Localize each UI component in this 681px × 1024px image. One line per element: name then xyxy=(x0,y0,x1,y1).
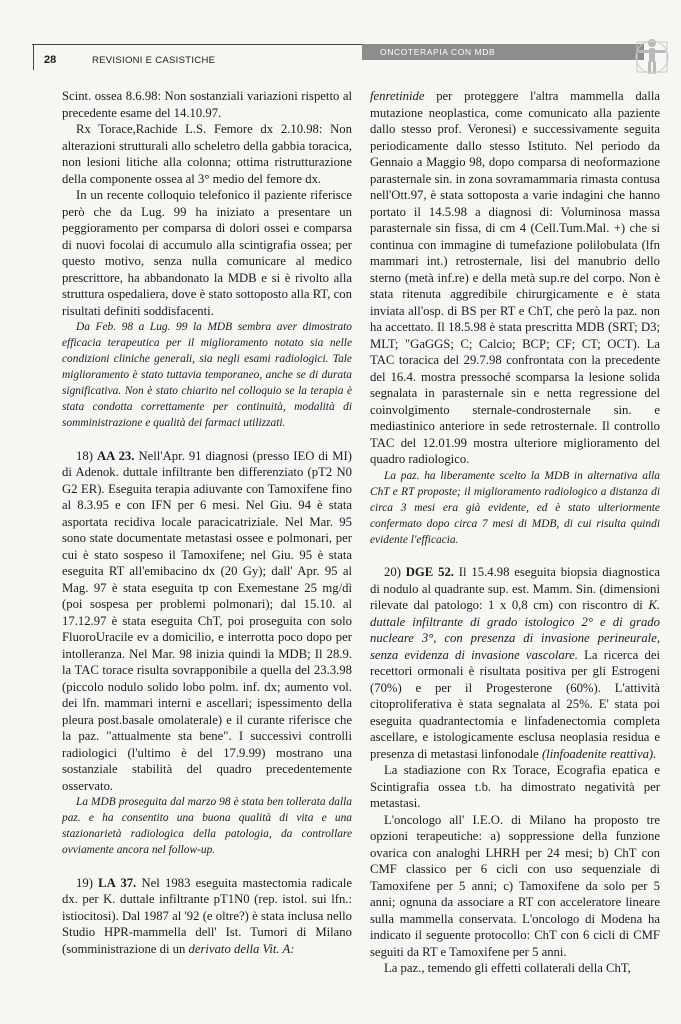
journal-band-label: ONCOTERAPIA CON MDB xyxy=(380,47,496,57)
case-text: per proteggere l'altra mammella dalla mutazione neoplastica, come comunicato alla paziente dallo stesso prof. Veronesi) e successivamente seguita periodicamente dallo stesso Istituto. Nel periodo da Gennaio a Maggio 98, dopo comparsa di neoformazione parasternale sin. in zona sovramammaria rimasta contusa nell'Ott.97, è stata sottoposta a varie indagini che hanno portato il 14.5.98 a diagnosi di: Voluminosa massa parasternale sin fissa, di cm 4 (Cell.Tum.Mal. +) che si continua con immagine di tumefazione polilobulata (lfn mammari int.) retrosternale, lisi del manubrio dello sterno (metà inf.re) e della metà sup.re del corpo. Non è stata ritenuta aggredibile chirurgicamente e è stata inviata all'osp. di BS per RT e ChT, che però la paz. non ha accettato. Il 18.5.98 è stata prescritta MDB (SRT; D3; MLT; "GaGGS; C; Calcio; BCP; CF; CT; OCT). La TAC toracica del 29.7.98 confrontata con la precedente del 16.4. mostra pressoché scomparsa la lesione solida segnalata in parasternale sin e netta regressione del coinvolgimento sternale-condrosternale sin. e mediastinico anteriore in sede retrosternale. Il controllo TAC del 12.01.99 mostra ulteriore miglioramento del quadro radiologico. xyxy=(370,89,660,466)
case-text: Il 15.4.98 eseguita biopsia diagnostica di nodulo al quadrante sup. est. Mamm. Sin. (dimensioni rilevate dal patologo: 1 x 0,8 cm) con riscontro di xyxy=(370,565,660,612)
paragraph-colloquio: In un recente colloquio telefonico il paziente riferisce però che da Lug. 99 ha iniziato a presentare un peggioramento per comparsa di dolori ossei e comparsa di nuovi focolai di accumulo alla scintigrafia ossea; per questo motivo, senza nulla comunicare al medico prescrittore, ha abbandonato la MDB e si è rivolto alla struttura ospedaliera, dove è stato sottoposto alla RT, con risultati definiti soddisfacenti. xyxy=(62,188,352,318)
case-number: 18) xyxy=(76,448,97,463)
comment-case19: La paz. ha liberamente scelto la MDB in alternativa alla ChT e RT proposte; il miglioramento radiologico a distanza di circa 3 mesi era già evidente, ed è stato ulteriormente confermato dopo circa 7 mesi di MDB, di cui risulta quindi evidente l'efficacia. xyxy=(370,469,660,546)
case-text: Nell'Apr. 91 diagnosi (presso IEO di MI) di Adenok. duttale infiltrante ben differenziato (pT2 N0 G2 ER). Eseguita terapia adiuvante con Tamoxifene fino al 8.3.95 e con IFN per 6 mesi. Nel Giu. 94 è stata asportata recidiva locale paracicatriziale. Nel Mar. 95 sono state documentate metastasi ossee e polmonari, per cui è stato sospeso il Tamoxifene; nel Giu. 95 è stata eseguita RT all'emibacino dx (20 Gy); dall' Apr. 95 al Mag. 97 è stata eseguita tp con Exemestane 25 mg/dì (poi sospesa per problemi polmonari); dal 15.10. al 17.12.97 è stata eseguita ChT, poi proseguita con solo FluoroUracile ev a domicilio, e interrotta poco dopo per intolleranza. Nel Mar. 98 inizia quindi la MDB; Il 28.9. la TAC torace risulta sovrapponibile a quella del 23.3.98 (piccolo nodulo solido lobo polm. inf. dx; aumento vol. dei lfn. mammari interni e ascellari; ispessimento della pleura post.basale omolaterale) e il curante riferisce che la paz. "attualmente sta bene". I successivi controlli radiologici (l'ultimo è del 17.9.99) mostrano una sostanziale stabilità del quadro precedentemente osservato. xyxy=(62,448,352,793)
case-text-italic: K. duttale infiltrante di grado istologico 2° e di grado nucleare 3°, con presenza di invasione perineurale, senza evidenza di invasione vascolare. xyxy=(370,598,660,662)
paragraph-rx-torace: Rx Torace,Rachide L.S. Femore dx 2.10.98: Non alterazioni strutturali allo scheletro della gabbia toracica, non lesioni litiche alla colonna; ottima ristrutturazione della componente ossea al 3° medio del femore dx. xyxy=(62,122,352,186)
case-text: Nel 1983 eseguita mastectomia radicale dx. per K. duttale infiltrante pT1N0 (rep. istol. sui lfn.: istiocitosi). Dal 1987 al '92 (e oltre?) è stata inclusa nello Studio HPR-mammella dell' Ist. Tumori di Milano (somministrazione di un xyxy=(62,875,352,956)
case-text-italic: (linfoadenite reattiva). xyxy=(541,746,657,761)
header-rule xyxy=(32,44,362,45)
case-code: AA 23. xyxy=(96,448,135,463)
paragraph-scint: Scint. ossea 8.6.98: Non sostanziali variazioni rispetto al precedente esame del 14.10.97. xyxy=(62,89,352,120)
case-number: 19) xyxy=(76,875,99,890)
section-title: REVISIONI E CASISTICHE xyxy=(92,55,216,66)
page-number: 28 xyxy=(44,54,57,66)
figure-logo-icon xyxy=(632,36,672,76)
case-text-italic: fenretinide xyxy=(370,89,425,103)
case-text: La ricerca dei recettori ormonali è risultata positiva per gli Estrogeni (70%) e per il Progesterone (60%). L'attività citoproliferativa è stata segnalata al 25%. E' stata poi eseguita quadrantectomia e linfadenectomia completa ascellare, e istologicamente esclusa neoplasia residua e presenza di metastasi linfonodale xyxy=(370,647,660,761)
case-text-italic: derivato della Vit. A: xyxy=(188,941,295,956)
page-header xyxy=(0,0,681,80)
header-vertical-rule xyxy=(33,44,34,70)
paragraph-staging: La stadiazione con Rx Torace, Ecografia epatica e Scintigrafia ossea t.b. ha dimostrato negatività per metastasi. xyxy=(370,763,660,810)
left-column xyxy=(62,88,352,957)
case-code: DGE 52. xyxy=(405,565,454,579)
case-19-continued xyxy=(370,88,660,468)
paragraph-oncologist: L'oncologo all' I.E.O. di Milano ha proposto tre opzioni terapeutiche: a) soppressione della funzione ovarica con analoghi LHRH per 24 mesi; b) ChT con CMF classico per 6 cicli con uso sequenziale di Tamoxifene per 5 anni; c) Tamoxifene da solo per 5 anni; ognuna da associare a RT con acceleratore lineare sulla mammella conservata. L'oncologo di Modena ha indicato il seguente protocollo: ChT con 6 cicli di CMF seguiti da RT e Tamoxifene per 5 anni. xyxy=(370,812,660,959)
comment-case17: Da Feb. 98 a Lug. 99 la MDB sembra aver dimostrato efficacia terapeutica per il miglioramento notato sia nelle condizioni cliniche generali, sia negli esami radiologici. Tale miglioramento è stato tuttavia temporaneo, anche se di durata significativa. Non è stato chiarito nel colloquio se la terapia è stata condotta correttamente per continuità, modalità di somministrazione e qualità dei farmaci utilizzati. xyxy=(62,321,352,429)
case-number: 20) xyxy=(384,565,406,579)
case-19 xyxy=(62,875,352,958)
right-column xyxy=(370,88,660,977)
paragraph-last: La paz., temendo gli effetti collaterali della ChT, xyxy=(384,961,631,975)
comment-case18: La MDB proseguita dal marzo 98 è stata ben tollerata dalla paz. e ha consentito una buona qualità di vita e una stazionarietà radiologica della patologia, da controllare ovviamente ancora nel follow-up. xyxy=(62,796,352,856)
case-18 xyxy=(62,448,352,795)
case-code: LA 37. xyxy=(98,875,137,890)
case-20 xyxy=(370,564,660,762)
